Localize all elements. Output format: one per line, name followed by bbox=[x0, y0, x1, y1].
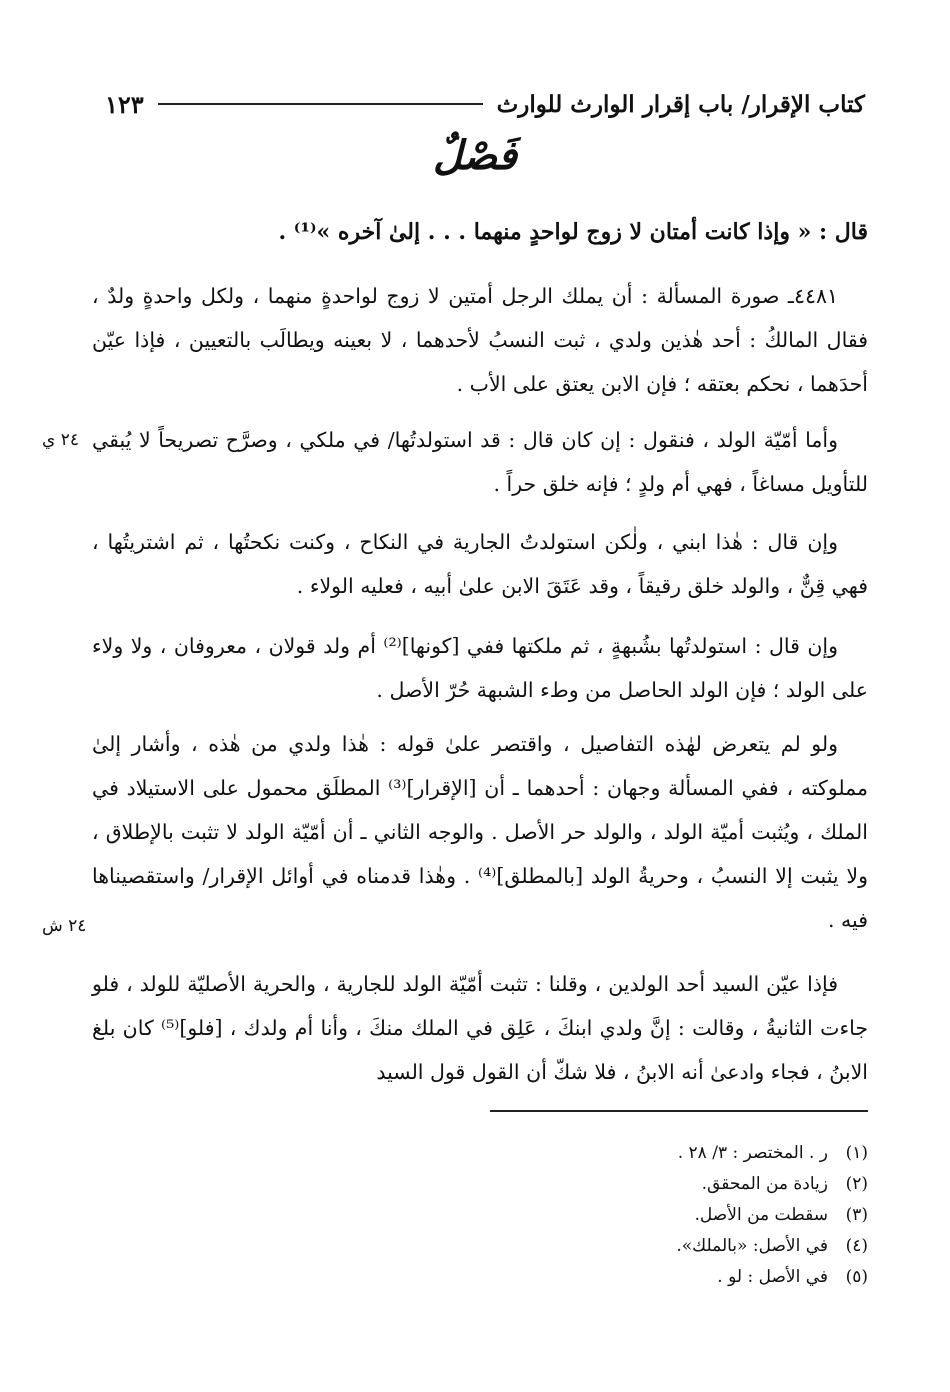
paragraph-4481 bbox=[92, 274, 868, 406]
footnote-separator bbox=[490, 1110, 868, 1112]
margin-note-24sh: ٢٤ ش bbox=[42, 916, 87, 936]
paragraph-text: ولو لم يتعرض لهٰذه التفاصيل ، واقتصر علىٰ قوله : هٰذا ولدي من هٰذه ، وأشار إلىٰ مملوكته ، ففي المسألة وجهان : أحدهما ـ أن [الإقرار]⁽³⁾ المطلَق محمول على الاستيلاد في الملك ، ويُثبت أميّة الولد ، والولد حر الأصل . والوجه الثاني ـ أن أمّيّة الولد لا تثبت بالإطلاق ، ولا يثبت إلا النسبُ ، وحريةُ الولد [بالمطلق]⁽⁴⁾ . وهٰذا قدمناه في أوائل الإقرار/ واستقصيناها فيه . bbox=[92, 732, 869, 932]
margin-note-24y: ٢٤ ي bbox=[42, 430, 79, 450]
footnote-item bbox=[448, 1169, 868, 1200]
footnote-text: زيادة من المحقق. bbox=[701, 1174, 828, 1194]
paragraph-text: وإن قال : استولدتُها بشُبهةٍ ، ثم ملكتها ففي [كونها]⁽²⁾ أم ولد قولان ، معروفان ، ولا ولاء على الولد ؛ فإن الولد الحاصل من وطء الشبهة حُرّ الأصل . bbox=[92, 634, 868, 702]
header-rule bbox=[158, 103, 483, 105]
paragraph-shubha bbox=[92, 624, 868, 712]
footnote-item bbox=[448, 1138, 868, 1169]
footnote-text: سقطت من الأصل. bbox=[694, 1205, 828, 1225]
footnote-number: (٤) bbox=[845, 1236, 868, 1256]
quoted-text: قال : « وإذا كانت أمتان لا زوج لواحدٍ منهما . . . إلىٰ آخره »⁽¹⁾ . bbox=[278, 219, 868, 245]
footnote-text: في الأصل: «بالملك». bbox=[676, 1236, 828, 1256]
paragraph-text: وأما أمّيّة الولد ، فنقول : إن كان قال : قد استولدتُها/ في ملكي ، وصرَّح تصريحاً لا يُبقي للتأويل مساغاً ، فهي أم ولدٍ ؛ فإنه خلق حراً . bbox=[92, 428, 868, 496]
paragraph-text: وإن قال : هٰذا ابني ، ولٰكن استولدتُ الجارية في النكاح ، وكنت نكحتُها ، ثم اشتريتُها ، فهي قِنٌّ ، والولد خلق رقيقاً ، وقد عَتَقَ الابن علىٰ أبيه ، فعليه الولاء . bbox=[92, 530, 868, 598]
footnote-number: (٢) bbox=[845, 1174, 868, 1194]
footnote-text: ر . المختصر : ٣/ ٢٨ . bbox=[677, 1143, 828, 1163]
footnote-item bbox=[448, 1231, 868, 1262]
running-header bbox=[105, 80, 865, 128]
paragraph-text: ٤٤٨١ـ صورة المسألة : أن يملك الرجل أمتين لا زوج لواحدةٍ منهما ، ولكل واحدةٍ ولدٌ ، فقال المالكُ : أحد هٰذين ولدي ، ثبت النسبُ لأحدهما ، لا بعينه ويطالَب بالتعيين ، فإذا عيّن أحدَهما ، نحكم بعتقه ؛ فإن الابن يعتق على الأب . bbox=[92, 284, 868, 396]
footnote-item bbox=[448, 1200, 868, 1231]
page-number: ١٢٣ bbox=[105, 89, 144, 119]
paragraph-two-views bbox=[92, 722, 868, 942]
footnote-number: (٣) bbox=[845, 1205, 868, 1225]
footnote-number: (٥) bbox=[845, 1267, 868, 1287]
footnote-text: في الأصل : لو . bbox=[717, 1267, 828, 1287]
paragraph-text: فإذا عيّن السيد أحد الولدين ، وقلنا : تثبت أمّيّة الولد للجارية ، والحرية الأصليّة للولد ، فلو جاءت الثانيةُ ، وقالت : إنَّ ولدي ابنكَ ، عَلِق في الملك منكَ ، وأنا أم ولدك ، [فلو]⁽⁵⁾ كان بلغ الابنُ ، فجاء وادعىٰ أنه الابنُ ، فلا شكّ أن القول قول السيد bbox=[92, 972, 869, 1084]
section-title: فَصْلٌ bbox=[432, 132, 518, 179]
paragraph-nikah bbox=[92, 520, 868, 608]
paragraph-designation bbox=[92, 962, 868, 1094]
footnote-number: (١) bbox=[845, 1143, 868, 1163]
footnote-item bbox=[448, 1262, 868, 1293]
header-title: كتاب الإقرار/ باب إقرار الوارث للوارث bbox=[496, 90, 865, 118]
paragraph-umm-walad bbox=[92, 418, 868, 506]
footnotes-list bbox=[448, 1138, 868, 1293]
